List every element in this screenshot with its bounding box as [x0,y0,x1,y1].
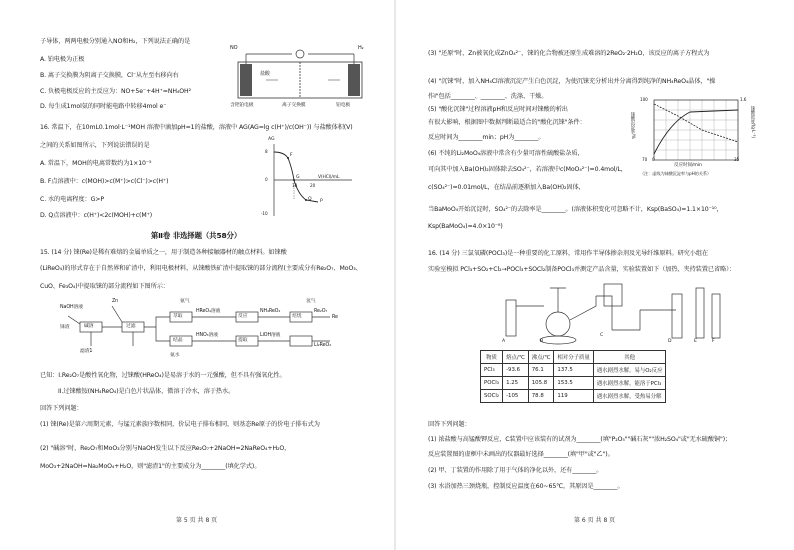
table-cell: 遇水剧烈水解，能溶于PCl₃ [593,377,666,390]
table-cell: 105.8 [528,377,554,390]
q15-known-1: 已知：I.Re₂O₇是酸性氧化物，过铼酸(HReO₄)是易溶于水的一元强酸，但不具有强氧化性。 [40,372,286,379]
flow-residue-1: 滤渣1 [80,349,93,354]
q15-sub-4: (4) "沉铼"时，加入NH₄Cl溶液沉淀产生白色沉淀，为使沉铼充分析出并分离得到纯净的NH₄ReO₄晶体，"操 [428,78,716,85]
x-tick-10: 10 [292,183,298,188]
q13-option-d: D. 每生成1mol氨的同时能电路中转移4mol e⁻ [40,103,167,110]
flow-ammonia: 氨水 [170,353,180,358]
table-header: 物质 [481,351,503,364]
graph-x-tick-0: 0 [652,157,655,162]
q14-option-c: C. 水的电离程度：G>P [40,196,104,203]
app-label-f: F [712,339,715,344]
q13-option-c: C. 负极电极反应的主反应为：NO+5e⁻+4H⁺=NH₄OH² [40,88,191,95]
flow-react: 反应 [238,314,248,319]
ag-tick-neg10: -10 [261,211,268,216]
properties-table [480,350,666,403]
flow-lioh: LiOH溶液 [260,333,281,338]
app-label-d: D [668,339,672,344]
graph-y-tick-70: 70 [642,157,648,162]
section-2-title: 第Ⅱ卷 非选择题（共58分） [150,231,242,240]
flow-re: Re [332,315,338,320]
q15-answer-prompt: 回答下列问题： [40,405,83,412]
flow-naoh: NaOH溶液 [60,305,83,310]
table-cell: -105 [503,390,529,403]
q15-sub-3: (3) "还原"时，Zn被氧化成ZnO₄²⁻，铼的化合物被还原生成难溶的2ReO₂·2H₂O，该反应的离子方程式为 [428,50,710,57]
graph-y-label: 铼酸沉淀率/% [630,112,635,139]
q14-option-d: D. Q点溶液中：c(H⁺)<2c(MOH)+c(M⁺) [40,212,153,219]
right-page [398,0,794,550]
q15-sub-4-cont: 作I"包括________、________、洗涤、干燥。 [428,93,548,100]
q16-answer-prompt: 回答下列问题： [428,421,471,428]
q16-sub-1: (1) 浓盐酸与高锰酸钾反应，C装置中应该装有的试剂为________(填"P₂O₅""碱石灰""浓H₂SO₄"或"无水硫酸铜")； [428,436,732,443]
graph-x-label: 反应时间/min [674,163,702,168]
table-cell: 1.25 [503,377,529,390]
graph-x-tick-35: 35 [734,157,740,162]
flow-nh4reo4: NH₄ReO₄ [260,309,281,314]
graph-caption: （注：虚线为铼酸沉淀率与pH的关系） [640,171,712,176]
right-page-footer: 第 6 页 共 8 页 [574,517,616,524]
q14-stem-2: 之间的关系如图所示，下列说法错误的是 [40,142,150,149]
q15-sub-5-c: 反应时间为________min；pH为________。 [428,134,545,141]
ag-tick-0: 0 [265,177,268,182]
q15-sub-1: (1) 铼(Re)是第六周期元素，与锰元素族序数相同，价层电子排布相同，则基态Re原子的价电子排布式为 [40,421,320,428]
no-label: NO [230,45,238,51]
q15-sub-6: (6) 不纯的Li₂MoO₄溶液中常含有少量可溶性硫酸盐杂质， [428,150,584,157]
app-label-e: E [694,339,697,344]
app-label-b: B [540,339,544,344]
table-cell: 78.8 [528,390,554,403]
q16-stem-2: 实验室模拟 PCl₃+SO₂+Cl₂→POCl₃+SOCl₂制备POCl₃并测定产品含量，实验装置如下（加热、夹持装置已省略）： [428,266,736,273]
flow-li2reo4: Li₂ReO₄ [314,343,331,348]
q15-known-2: II.过铼酸铵(NH₄ReO₄)是白色片状晶体，微溶于冷水，溶于热水。 [58,388,235,395]
membrane-label: 离子交换膜 [282,103,306,108]
q15-sub-6-d: 当BaMoO₄开始沉淀时，SO₄²⁻的去除率是________。(溶液体积变化可忽略不计，Ksp(BaSO₄)=1.1×10⁻¹⁰， [428,206,723,213]
table-cell: 153.5 [554,377,593,390]
q16-sub-2: (2) 甲、丁装置的作用除了用于气体的净化以外，还有________。 [428,467,603,474]
q15-sub-6-e: Ksp(BaMoO₄)=4.0×10⁻⁸) [428,223,503,230]
table-cell: 137.5 [554,364,593,377]
table-cell: 遇水剧烈水解，易与O₂反应 [593,364,666,377]
q14-stem-1: 16. 常温下，在10mL0.1mol·L⁻¹MOH 溶液中滴加pH=1的盐酸，溶液中 AG(AG=lg c(H⁺)/c(OH⁻)) 与盐酸体积(V) [40,124,353,131]
q15-sub-5: (5) "酸化沉铼"过程溶液pH和反应时间对铼酸的析出 [428,106,568,113]
graph-y2-label: 铼酸浓度/(g·L⁻¹) [750,106,755,139]
electrolysis-cell-figure [230,45,370,114]
flow-re2o7: Re₂O₇ [314,309,328,314]
flow-hreo4: HReO₄溶液 [196,309,221,314]
ag-tick-8: 8 [265,149,268,154]
q15-sub-6-c: c(SO₄²⁻)=0.01mol/L，在结晶前逐渐加入Ba(OH)₂固体， [428,184,585,191]
table-header: 熔点/℃ [503,351,529,364]
q15-stem-1: 15. (14 分) 铼(Re)是稀有难熔的金属单质之一，用于制造各种接触器材的触点材料。如铼酸 [40,249,287,256]
point-q-label: Q [308,197,312,202]
q15-sub-2: (2) "碱溶"时，Re₂O₇和MoO₃分别与NaOH发生以下反应Re₂O₇+2NaOH=2NaReO₄+H₂O， [40,445,291,452]
flow-refine: 提取 [238,338,248,343]
table-row [481,377,666,390]
table-cell: SOCl₂ [481,390,503,403]
flow-oxygen: 氨气 [180,299,190,304]
q16-sub-1-b: 反应装置图的虚框中未画出的仪器最好选择________(填"甲"或"乙")。 [428,451,614,458]
rhenium-process-flow [60,296,360,368]
table-header: 沸点/℃ [528,351,554,364]
table-cell: -93.6 [503,364,529,377]
flow-slag: 铼渣 [60,325,70,330]
flow-roast: 焙烧 [292,314,302,319]
q15-sub-2-cont: MoO₃+2NaOH=Na₂MoO₄+H₂O，则"滤渣1"的主要成分为________(填化学式)。 [40,463,261,470]
q16-stem-1: 16. (14 分) 三氯氧磷(POCl₃)是一种重要的化工原料，常用作半导体掺杂剂及光导纤维原料。研究小组在 [428,250,709,257]
h2-label: H₂ [358,45,364,51]
right-electrode-label: 铂电极 [336,103,351,108]
point-f-label: F [290,153,293,158]
q14-option-a: A. 常温下，MOH的电离常数约为1×10⁻⁵ [40,160,152,167]
app-label-a: A [502,339,506,344]
table-cell: 76.1 [528,364,554,377]
app-label-c: C [600,333,604,338]
ag-volume-graph [258,137,354,218]
flow-zn: Zn [112,299,119,304]
flow-hno3: HNO₃溶液 [196,333,218,338]
q13-option-a: A. 铂电极为正极 [40,56,85,63]
q15-stem-3: CuO、Fe₃O₄)中提取铼的部分流程如下图所示： [40,283,169,290]
table-cell: PCl₃ [481,364,503,377]
flow-hydrogen: 氢气 [306,299,316,304]
left-page-footer: 第 5 页 共 8 页 [176,517,218,524]
table-header: 相对分子质量 [554,351,593,364]
q15-sub-5-b: 有很大影响，根据图中数据判断最适合的"酸化沉铼"条件： [428,119,586,126]
flow-reduce: 过滤 [126,324,136,329]
table-cell: POCl₃ [481,377,503,390]
point-g-label: G [296,175,300,180]
table-header-row [481,351,666,364]
table-row [481,390,666,403]
ag-axis-label: AG [268,137,275,142]
q13-option-b: B. 离子交换膜为阴离子交换膜，Cl⁻从左至右移向右 [40,72,179,79]
q15-sub-6-b: 可向其中加入Ba(OH)₂固体除去SO₄²⁻，若溶液中c(MoO₄²⁻)=0.4mol/L， [428,166,627,173]
q15-stem-2: (LiReO₄)的形式存在于自然界和矿渣中，利用电极材料，从铼酸铁矿渣中提取铼的部分流程(主要成分有Re₂O₇、MoO₃、 [40,265,362,272]
electrolyte-label: 盐酸 [260,71,270,77]
q14-option-b: B. F点溶液中：c(MOH)>c(M⁺)>c(Cl⁻)>c(H⁺) [40,178,169,185]
table-cell: 119 [554,390,593,403]
left-page [0,0,392,550]
graph-y2-tick-16: 1.6 [740,97,747,102]
q16-sub-3: (3) 水浴加热三颈烧瓶，控制反应温度在60~65℃，其原因是________。 [428,483,624,490]
page-gutter [394,0,396,550]
q13-intro: 子导体，两两电极分别通入NO和H₂，下列说法正确的是 [40,38,191,45]
table-header: 其他 [593,351,666,364]
volume-axis-label: V(HCl)/mL [318,175,340,180]
point-p-label: P [320,199,323,204]
flow-alkali-dissolve: 碱溶 [84,324,94,329]
apparatus-figure [500,280,740,346]
flow-extract: 萃取 [173,314,183,319]
graph-y-tick-100: 100 [640,97,648,102]
x-tick-20: 20 [310,183,316,188]
left-electrode-label: 含钯铂电极 [230,103,254,108]
precipitation-graph [630,92,770,180]
flow-crystallize: 结晶 [173,338,183,343]
table-row [481,364,666,377]
table-cell: 遇水剧烈水解，受热易分解 [593,390,666,403]
